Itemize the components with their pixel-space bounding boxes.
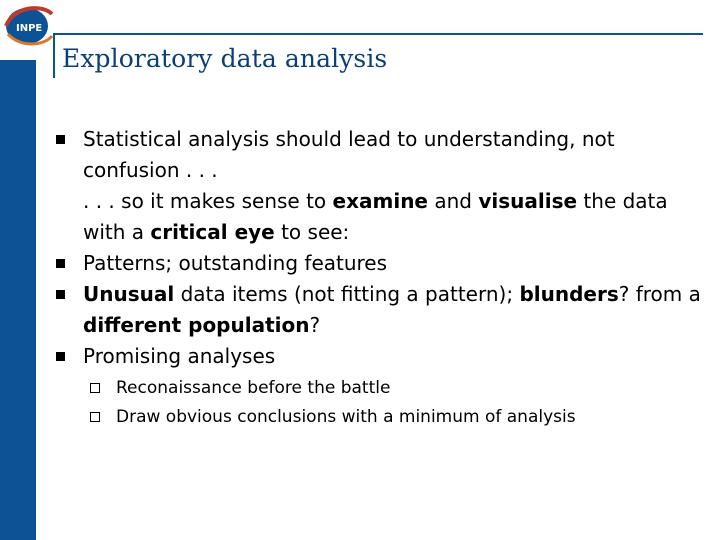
text-run: . . . so it makes sense to (83, 189, 333, 213)
sub-bullet-list (52, 374, 712, 432)
sub-bullet-item (52, 374, 712, 403)
bold-text-run: critical eye (150, 220, 275, 244)
sub-bullet-item (52, 403, 712, 432)
bullet-item-4 (52, 341, 712, 372)
text-run: Promising analyses (83, 344, 276, 368)
sub-bullet-text: Draw obvious conclusions with a minimum of analysis (116, 407, 576, 427)
left-accent-bar (0, 0, 36, 540)
text-run: ? from a (618, 282, 701, 306)
title-rule-horizontal (53, 33, 703, 35)
text-run: data items (not fitting a pattern); (174, 282, 520, 306)
sub-bullet-text: Reconaissance before the battle (116, 378, 391, 398)
bullet-square-icon (56, 135, 65, 144)
bullet-square-icon (56, 352, 65, 361)
bold-text-run: Unusual (83, 282, 175, 306)
bold-text-run: visualise (478, 189, 578, 213)
text-run: ? (309, 313, 321, 337)
inpe-logo-icon (0, 0, 58, 52)
hollow-square-bullet-icon (90, 412, 100, 422)
bold-text-run: blunders (519, 282, 619, 306)
bullet-square-icon (56, 290, 65, 299)
text-run: Statistical analysis should lead to understanding, not confusion . . . (83, 127, 615, 182)
bullet-item-1 (52, 124, 712, 248)
bullet-text-continuation (83, 189, 668, 244)
text-run: Patterns; outstanding features (83, 251, 388, 275)
text-run: the data with a (83, 189, 668, 244)
hollow-square-bullet-icon (90, 383, 100, 393)
bullet-text (83, 127, 615, 182)
bullet-square-icon (56, 259, 65, 268)
bullet-text (83, 251, 387, 275)
bullet-item-2 (52, 248, 712, 279)
svg-text:INPE: INPE (16, 23, 43, 34)
page-title: Exploratory data analysis (62, 44, 388, 73)
bold-text-run: different population (83, 313, 310, 337)
bold-text-run: examine (332, 189, 428, 213)
bullet-text (83, 344, 275, 368)
text-run: and (428, 189, 479, 213)
title-rule-vertical (53, 34, 55, 78)
bullet-text (83, 282, 701, 337)
text-run: to see: (274, 220, 350, 244)
bullet-item-3 (52, 279, 712, 341)
bullet-list (52, 124, 712, 432)
